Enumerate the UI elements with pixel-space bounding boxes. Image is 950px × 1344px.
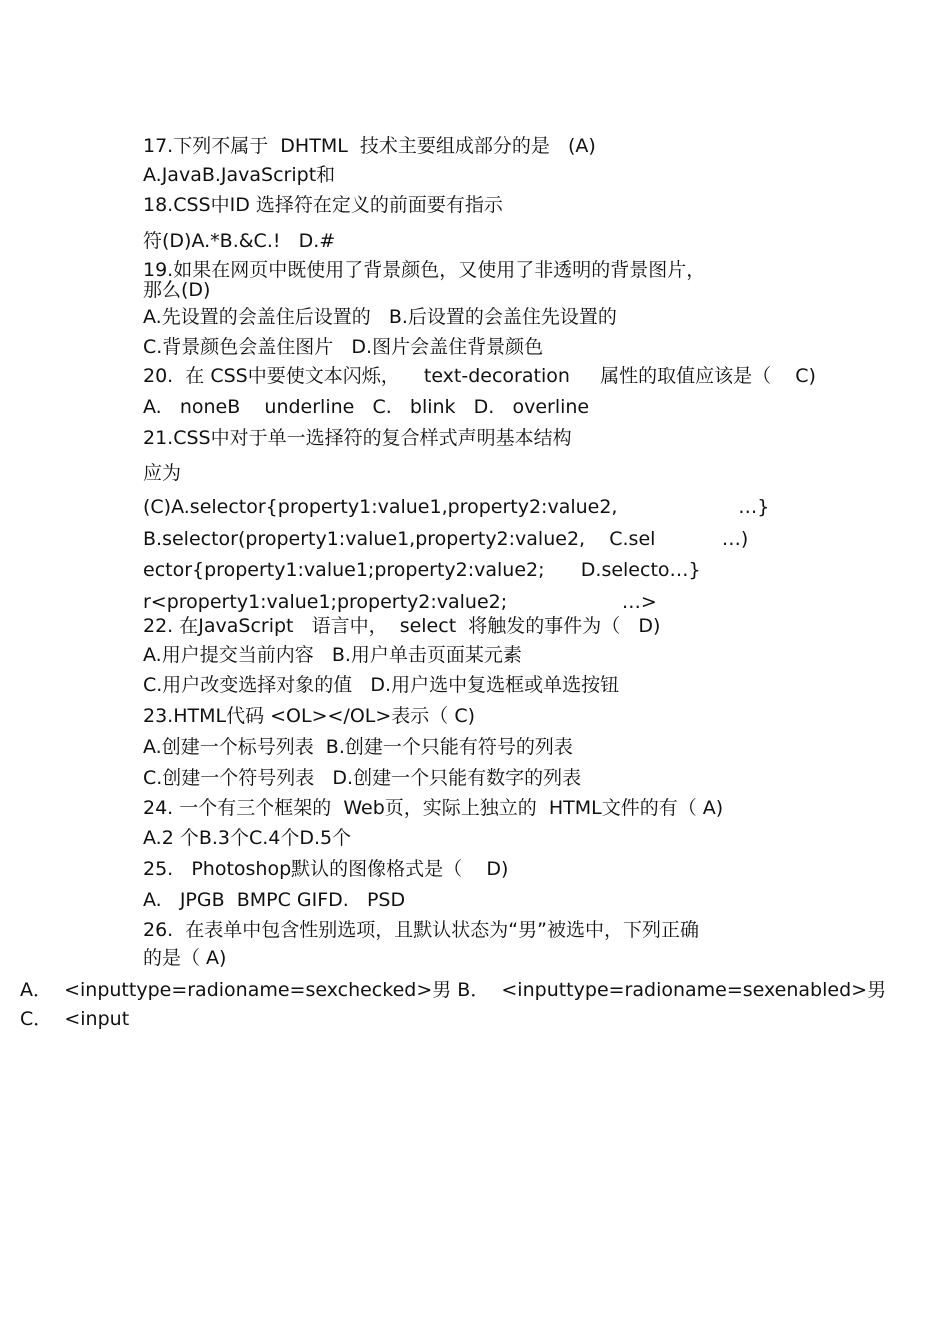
- question-19: 19.如果在网页中既使用了背景颜色，又使用了非透明的背景图片，: [143, 259, 706, 281]
- question-17-options: A.JavaB.JavaScript和: [143, 164, 336, 186]
- question-20: 20. 在 CSS中要使文本闪烁， text-decoration 属性的取值应该是（ C): [143, 365, 816, 387]
- question-23: 23.HTML代码 <OL></OL>表示（ C): [143, 705, 476, 727]
- question-18-options: 符(D)A.*B.&C.! D.#: [143, 230, 336, 252]
- question-23-options-ab: A.创建一个标号列表 B.创建一个只能有符号的列表: [143, 736, 573, 758]
- question-21: 21.CSS中对于单一选择符的复合样式声明基本结构: [143, 427, 572, 449]
- question-19-options-ab: A.先设置的会盖住后设置的 B.后设置的会盖住先设置的: [143, 306, 617, 328]
- question-24: 24. 一个有三个框架的 Web页，实际上独立的 HTML文件的有（ A): [143, 797, 724, 819]
- question-19-cont: 那么(D): [143, 279, 211, 301]
- question-21-option-c: ector{property1:value1;property2:value2; D.selecto…}: [143, 559, 701, 581]
- question-20-options: A. noneB underline C. blink D. overline: [143, 396, 590, 418]
- question-17: 17.下列不属于 DHTML 技术主要组成部分的是 (A): [143, 135, 596, 157]
- question-22-options-ab: A.用户提交当前内容 B.用户单击页面某元素: [143, 644, 522, 666]
- question-19-options-cd: C.背景颜色会盖住图片 D.图片会盖住背景颜色: [143, 336, 544, 358]
- question-23-options-cd: C.创建一个符号列表 D.创建一个只能有数字的列表: [143, 767, 582, 789]
- question-26-option-c: C． <input: [20, 1008, 130, 1030]
- question-25-options: A. JPGB BMPC GIFD. PSD: [143, 889, 406, 911]
- question-22: 22. 在JavaScript 语言中， select 将触发的事件为（ D): [143, 615, 661, 637]
- question-26: 26. 在表单中包含性别选项，且默认状态为“男”被选中，下列正确: [143, 919, 699, 941]
- question-26-cont: 的是（ A): [143, 947, 227, 969]
- question-26-options-ab: A． <inputtype=radioname=sexchecked>男 B． <inputtype=radioname=sexenabled>男: [20, 979, 887, 1001]
- question-21-option-d: r<property1:value1;property2:value2; …>: [143, 591, 657, 613]
- question-21-cont: 应为: [143, 462, 182, 484]
- question-24-options: A.2 个B.3个C.4个D.5个: [143, 827, 352, 849]
- question-21-option-a: (C)A.selector{property1:value1,property2:value2, …}: [143, 496, 770, 518]
- question-21-option-b: B.selector(property1:value1,property2:value2, C.sel …): [143, 528, 749, 550]
- question-25: 25. Photoshop默认的图像格式是（ D): [143, 858, 509, 880]
- question-18: 18.CSS中ID 选择符在定义的前面要有指示: [143, 194, 503, 216]
- question-22-options-cd: C.用户改变选择对象的值 D.用户选中复选框或单选按钮: [143, 674, 620, 696]
